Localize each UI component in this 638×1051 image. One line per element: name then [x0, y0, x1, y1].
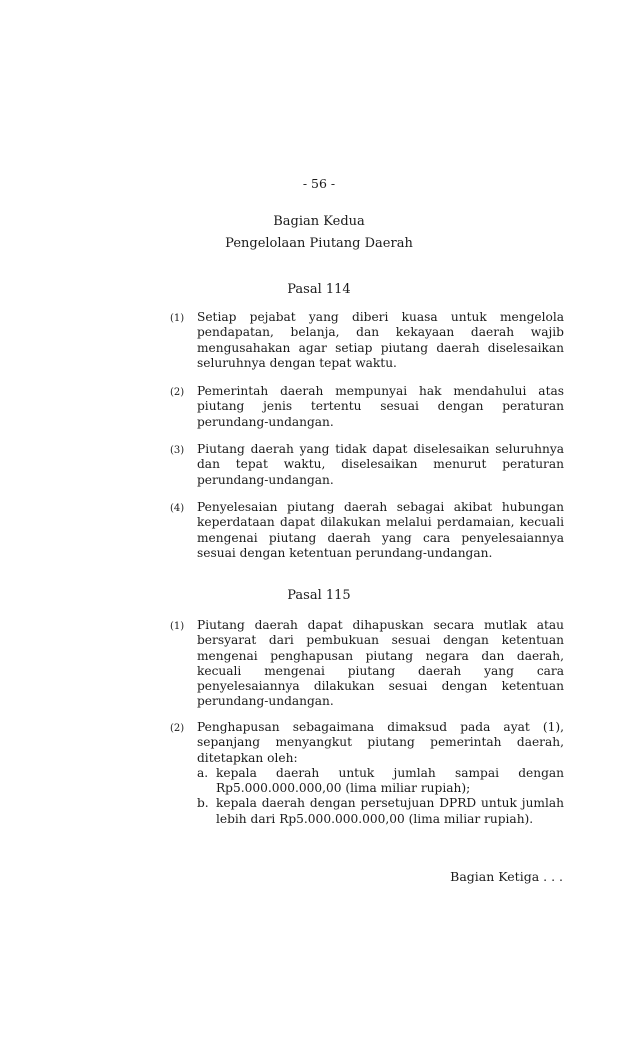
clause-text: Setiap pejabat yang diberi kuasa untuk mengelola pendapatan, belanja, dan kekayaan daerah wajib mengusahakan agar setiap piutang daerah diselesaikan seluruhnya dengan tepat waktu. — [197, 310, 564, 370]
section-subtitle: Pengelolaan Piutang Daerah — [225, 236, 413, 251]
pasal-115-clause-1 — [170, 618, 564, 710]
clause-text: Pemerintah daerah mempunyai hak mendahului atas piutang jenis tertentu sesuai dengan peraturan perundang-undangan. — [197, 384, 564, 429]
pasal-114-clause-2 — [170, 384, 564, 430]
clause-number: (3) — [170, 445, 185, 456]
clause-text: Penghapusan sebagaimana dimaksud pada ayat (1), sepanjang menyangkut piutang pemerintah daerah, ditetapkan oleh: — [197, 720, 564, 765]
sub-item-list — [197, 766, 564, 827]
clause-number: (4) — [170, 503, 185, 514]
sub-item-letter: a. — [197, 765, 209, 780]
pasal-114-heading: Pasal 114 — [287, 282, 351, 297]
pasal-115-clause-2 — [170, 720, 564, 827]
clause-text: Penyelesaian piutang daerah sebagai akibat hubungan keperdataan dapat dilakukan melalui perdamaian, kecuali mengenai piutang daerah yang cara penyelesaiannya sesuai dengan ketentuan perundang-undangan. — [197, 500, 564, 560]
clause-number: (1) — [170, 621, 185, 632]
pasal-115-heading: Pasal 115 — [287, 588, 351, 603]
section-title: Bagian Kedua — [273, 214, 365, 229]
clause-text: Piutang daerah dapat dihapuskan secara mutlak atau bersyarat dari pembukuan sesuai dengan ketentuan mengenai penghapusan piutang negara dan daerah, kecuali mengenai piutang daerah yang cara penyelesaiannya dilakukan sesuai dengan ketentuan perundang-undangan. — [197, 618, 564, 709]
pasal-114-clause-4 — [170, 500, 564, 561]
pasal-114-clause-1 — [170, 310, 564, 371]
pasal-114-clause-3 — [170, 442, 564, 488]
clause-number: (2) — [170, 723, 185, 734]
clause-number: (2) — [170, 387, 185, 398]
page-number: - 56 - — [302, 176, 336, 191]
sub-item-text: kepala daerah dengan persetujuan DPRD untuk jumlah lebih dari Rp5.000.000.000,00 (lima miliar rupiah). — [216, 796, 564, 826]
sub-item-letter: b. — [197, 796, 209, 811]
next-section-catchword: Bagian Ketiga . . . — [450, 869, 563, 884]
clause-text: Piutang daerah yang tidak dapat diselesaikan seluruhnya dan tepat waktu, diselesaikan menurut peraturan perundang-undangan. — [197, 442, 564, 487]
sub-item-text: kepala daerah untuk jumlah sampai dengan Rp5.000.000.000,00 (lima miliar rupiah); — [216, 765, 564, 796]
clause-number: (1) — [170, 313, 185, 324]
sub-item-a — [197, 766, 564, 797]
sub-item-b — [197, 796, 564, 827]
